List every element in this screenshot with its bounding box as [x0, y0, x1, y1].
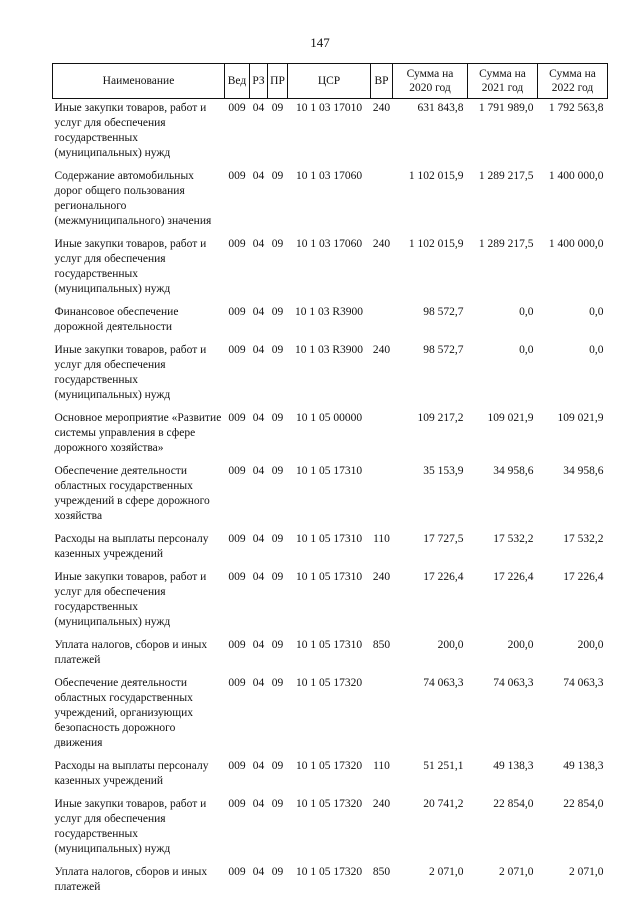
row-rz: 04 — [252, 639, 265, 651]
row-ved: 009 — [228, 465, 246, 477]
table-row — [53, 674, 608, 757]
row-name: Расходы на выплаты персоналу казенных учреждений — [54, 760, 209, 787]
row-sum-2022: 0,0 — [589, 344, 604, 356]
header-ved: Вед — [225, 64, 250, 99]
row-sum-2022: 200,0 — [577, 639, 604, 651]
row-name: Расходы на выплаты персоналу казенных учреждений — [54, 533, 209, 560]
row-rz: 04 — [252, 533, 265, 545]
row-vr: 240 — [372, 238, 391, 250]
row-sum-2022: 74 063,3 — [563, 677, 604, 689]
row-ved: 009 — [228, 170, 246, 182]
row-pr: 09 — [271, 306, 284, 318]
header-sum-2021: Сумма на 2021 год — [468, 64, 538, 99]
row-vr: 240 — [372, 344, 391, 356]
table-row — [53, 462, 608, 530]
header-row — [53, 64, 608, 99]
row-sum-2020: 2 071,0 — [429, 866, 464, 878]
row-rz: 04 — [252, 102, 265, 114]
row-sum-2021: 109 021,9 — [487, 412, 534, 424]
row-vr — [371, 167, 393, 235]
row-pr: 09 — [271, 344, 284, 356]
row-vr — [371, 409, 393, 462]
row-vr: 850 — [372, 639, 391, 651]
header-pr: ПР — [268, 64, 288, 99]
row-sum-2021: 17 532,2 — [493, 533, 534, 545]
row-pr: 09 — [271, 639, 284, 651]
row-ved: 009 — [228, 344, 246, 356]
row-sum-2020: 109 217,2 — [417, 412, 464, 424]
row-sum-2022: 22 854,0 — [563, 798, 604, 810]
row-sum-2022: 1 400 000,0 — [548, 170, 604, 182]
row-csr: 10 1 03 R3900 — [294, 306, 364, 318]
row-csr: 10 1 05 17320 — [295, 866, 363, 878]
row-name: Иные закупки товаров, работ и услуг для обеспечения государственных (муниципальных) нужд — [54, 571, 207, 628]
row-sum-2021: 2 071,0 — [499, 866, 534, 878]
row-pr: 09 — [271, 798, 284, 810]
row-rz: 04 — [252, 866, 265, 878]
row-vr — [371, 462, 393, 530]
row-vr: 850 — [372, 866, 391, 878]
row-pr: 09 — [271, 677, 284, 689]
row-sum-2021: 1 289 217,5 — [478, 238, 534, 250]
row-sum-2022: 0,0 — [589, 306, 604, 318]
row-csr: 10 1 03 17060 — [295, 170, 363, 182]
row-pr: 09 — [271, 170, 284, 182]
row-sum-2020: 17 727,5 — [423, 533, 464, 545]
row-sum-2020: 35 153,9 — [423, 465, 464, 477]
row-pr: 09 — [271, 238, 284, 250]
row-rz: 04 — [252, 238, 265, 250]
table-row — [53, 568, 608, 636]
page-number: 147 — [310, 35, 330, 50]
row-csr: 10 1 05 17320 — [295, 677, 363, 689]
row-sum-2022: 1 400 000,0 — [548, 238, 604, 250]
row-rz: 04 — [252, 170, 265, 182]
row-sum-2022: 17 226,4 — [563, 571, 604, 583]
header-sum-2022: Сумма на 2022 год — [538, 64, 608, 99]
row-ved: 009 — [228, 639, 246, 651]
table-row — [53, 530, 608, 568]
row-rz: 04 — [252, 306, 265, 318]
row-vr: 110 — [373, 760, 390, 772]
row-pr: 09 — [271, 412, 284, 424]
row-sum-2020: 1 102 015,9 — [408, 170, 464, 182]
row-sum-2021: 200,0 — [507, 639, 534, 651]
row-sum-2022: 109 021,9 — [557, 412, 604, 424]
table-row — [53, 167, 608, 235]
row-vr: 240 — [372, 102, 391, 114]
row-csr: 10 1 05 17310 — [295, 571, 363, 583]
row-rz: 04 — [252, 412, 265, 424]
row-sum-2020: 631 843,8 — [417, 102, 464, 114]
row-sum-2022: 49 138,3 — [563, 760, 604, 772]
row-sum-2021: 74 063,3 — [493, 677, 534, 689]
row-vr: 110 — [373, 533, 390, 545]
table-row — [53, 863, 608, 901]
row-sum-2022: 1 792 563,8 — [548, 102, 604, 114]
budget-table — [52, 63, 608, 901]
row-ved: 009 — [228, 306, 246, 318]
row-ved: 009 — [228, 102, 246, 114]
header-vr: ВР — [371, 64, 393, 99]
row-rz: 04 — [252, 465, 265, 477]
row-sum-2020: 20 741,2 — [423, 798, 464, 810]
row-sum-2020: 74 063,3 — [423, 677, 464, 689]
row-rz: 04 — [252, 760, 265, 772]
table-row — [53, 636, 608, 674]
row-csr: 10 1 03 R3900 — [294, 344, 364, 356]
row-csr: 10 1 05 17320 — [295, 798, 363, 810]
table-row — [53, 757, 608, 795]
row-sum-2020: 98 572,7 — [423, 344, 464, 356]
row-pr: 09 — [271, 102, 284, 114]
row-sum-2022: 17 532,2 — [563, 533, 604, 545]
row-vr: 240 — [372, 798, 391, 810]
row-sum-2021: 22 854,0 — [493, 798, 534, 810]
row-sum-2021: 34 958,6 — [493, 465, 534, 477]
row-csr: 10 1 05 17310 — [295, 639, 363, 651]
row-rz: 04 — [252, 677, 265, 689]
table-row — [53, 235, 608, 303]
row-sum-2021: 49 138,3 — [493, 760, 534, 772]
row-csr: 10 1 05 17320 — [295, 760, 363, 772]
row-csr: 10 1 05 17310 — [295, 465, 363, 477]
header-csr: ЦСР — [288, 64, 371, 99]
row-ved: 009 — [228, 533, 246, 545]
row-sum-2020: 200,0 — [437, 639, 464, 651]
row-vr — [371, 674, 393, 757]
row-name: Финансовое обеспечение дорожной деятельности — [54, 306, 179, 333]
row-ved: 009 — [228, 571, 246, 583]
row-rz: 04 — [252, 798, 265, 810]
row-name: Иные закупки товаров, работ и услуг для обеспечения государственных (муниципальных) нужд — [54, 798, 207, 855]
row-vr: 240 — [372, 571, 391, 583]
row-csr: 10 1 05 00000 — [295, 412, 363, 424]
row-csr: 10 1 03 17060 — [295, 238, 363, 250]
header-rz: РЗ — [250, 64, 268, 99]
row-ved: 009 — [228, 677, 246, 689]
row-pr: 09 — [271, 571, 284, 583]
table-row — [53, 409, 608, 462]
row-csr: 10 1 03 17010 — [295, 102, 363, 114]
row-pr: 09 — [271, 533, 284, 545]
row-pr: 09 — [271, 760, 284, 772]
table-row — [53, 341, 608, 409]
table-row — [53, 795, 608, 863]
row-name: Основное мероприятие «Развитие системы управления в сфере дорожного хозяйства» — [54, 412, 222, 454]
row-ved: 009 — [228, 238, 246, 250]
row-sum-2020: 1 102 015,9 — [408, 238, 464, 250]
row-ved: 009 — [228, 760, 246, 772]
row-sum-2021: 0,0 — [519, 344, 534, 356]
header-name: Наименование — [53, 64, 225, 99]
table-row — [53, 303, 608, 341]
row-csr: 10 1 05 17310 — [295, 533, 363, 545]
row-ved: 009 — [228, 412, 246, 424]
row-name: Иные закупки товаров, работ и услуг для обеспечения государственных (муниципальных) нужд — [54, 344, 207, 401]
row-name: Иные закупки товаров, работ и услуг для обеспечения государственных (муниципальных) нужд — [54, 238, 207, 295]
row-sum-2021: 0,0 — [519, 306, 534, 318]
row-name: Содержание автомобильных дорог общего пользования регионального (межмуниципального) значения — [54, 170, 212, 227]
row-sum-2021: 17 226,4 — [493, 571, 534, 583]
row-sum-2022: 2 071,0 — [569, 866, 604, 878]
row-sum-2021: 1 289 217,5 — [478, 170, 534, 182]
row-name: Иные закупки товаров, работ и услуг для обеспечения государственных (муниципальных) нужд — [54, 102, 207, 159]
row-rz: 04 — [252, 344, 265, 356]
row-sum-2020: 51 251,1 — [423, 760, 464, 772]
row-sum-2020: 98 572,7 — [423, 306, 464, 318]
row-pr: 09 — [271, 866, 284, 878]
row-rz: 04 — [252, 571, 265, 583]
row-sum-2022: 34 958,6 — [563, 465, 604, 477]
row-pr: 09 — [271, 465, 284, 477]
row-sum-2020: 17 226,4 — [423, 571, 464, 583]
row-name: Уплата налогов, сборов и иных платежей — [54, 866, 208, 893]
table-row — [53, 99, 608, 168]
row-sum-2021: 1 791 989,0 — [478, 102, 534, 114]
row-vr — [371, 303, 393, 341]
header-sum-2020: Сумма на 2020 год — [393, 64, 468, 99]
row-name: Обеспечение деятельности областных государственных учреждений, организующих безопасность дорожного движения — [54, 677, 194, 749]
row-ved: 009 — [228, 866, 246, 878]
row-ved: 009 — [228, 798, 246, 810]
row-name: Обеспечение деятельности областных государственных учреждений в сфере дорожного хозяйства — [54, 465, 210, 522]
row-name: Уплата налогов, сборов и иных платежей — [54, 639, 208, 666]
